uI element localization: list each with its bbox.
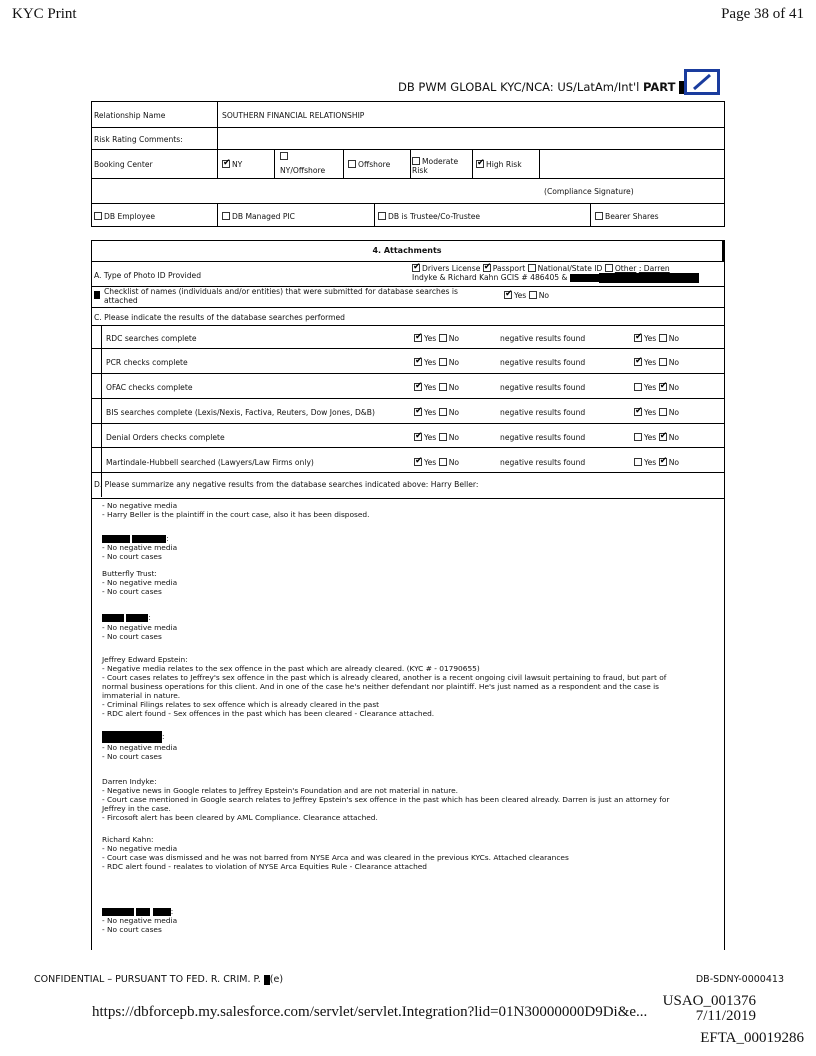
check-ofac-done[interactable]: ✔ Yes No [414, 383, 459, 392]
note-line: - No negative media [102, 578, 178, 587]
check-martindale-done[interactable]: ✔ Yes No [414, 458, 459, 467]
checkbox-icon[interactable] [280, 152, 288, 160]
redacted-name: : [102, 535, 169, 544]
note-line: - No negative media [102, 543, 178, 552]
checkbox-icon[interactable] [659, 334, 667, 342]
bates-number: DB-SDNY-0000413 [695, 974, 784, 985]
note-line: Jeffrey in the case. [102, 804, 171, 813]
check-rdc-done[interactable]: ✔ Yes No [414, 334, 459, 343]
neg-label: negative results found [500, 458, 586, 467]
checkbox-icon[interactable] [414, 458, 422, 466]
confidential-notice: CONFIDENTIAL – PURSUANT TO FED. R. CRIM. P. (e) [34, 974, 284, 985]
print-header-title: KYC Print [12, 6, 77, 22]
checkbox-icon[interactable] [414, 383, 422, 391]
note-line: - Criminal Filings relates to sex offence which is already cleared in the past [102, 700, 380, 709]
check-bis-done[interactable]: ✔ Yes No [414, 408, 459, 417]
check-label-ofac: OFAC checks complete [106, 383, 193, 392]
checkbox-icon[interactable] [94, 212, 102, 220]
checkbox-icon[interactable] [659, 408, 667, 416]
note-line: - Harry Beller is the plaintiff in the court case, also it has been disposed. [102, 510, 370, 519]
checkbox-icon[interactable] [348, 160, 356, 168]
redacted-name: : [102, 908, 173, 917]
note-line: Butterfly Trust: [102, 569, 157, 578]
checklist-label: Checklist of names (individuals and/or entities) that were submitted for database searches is attached [104, 287, 458, 305]
note-line: - Negative news in Google relates to Jeffrey Epstein's Foundation and are not material in nature. [102, 786, 458, 795]
note-line: - No negative media [102, 743, 178, 752]
note-line: - No court cases [102, 925, 162, 934]
negative-summary-intro: D. Please summarize any negative results from the database searches indicated above: Harry Beller: [94, 480, 479, 489]
note-line: - No court cases [102, 632, 162, 641]
redacted-name: : [102, 614, 151, 623]
checkbox-icon[interactable] [439, 408, 447, 416]
note-line: Darren Indyke: [102, 777, 157, 786]
deutsche-bank-logo [684, 69, 720, 95]
relationship-table [91, 101, 725, 227]
note-line: - No court cases [102, 552, 162, 561]
neg-label: negative results found [500, 433, 586, 442]
photo-id-label: A. Type of Photo ID Provided [94, 271, 202, 280]
checkbox-icon[interactable] [528, 264, 536, 272]
neg-label: negative results found [500, 358, 586, 367]
check-denial-done[interactable]: ✔ Yes No [414, 433, 459, 442]
checkbox-icon[interactable] [634, 383, 642, 391]
checkbox-icon[interactable] [439, 433, 447, 441]
db-search-results-label: C. Please indicate the results of the database searches performed [94, 313, 345, 322]
checkbox-icon[interactable] [222, 212, 230, 220]
booking-ny-offshore[interactable]: NY/Offshore [280, 152, 325, 170]
checkbox-icon[interactable] [659, 358, 667, 366]
flag-bearer-shares[interactable]: Bearer Shares [595, 212, 659, 221]
check-bis-neg[interactable]: ✔ Yes No [634, 408, 679, 417]
checkbox-icon[interactable] [634, 334, 642, 342]
note-line: Jeffrey Edward Epstein: [102, 655, 188, 664]
photo-id-options: ✔Drivers License ✔ Passport National/State ID Other : Darren Indyke & Richard Kahn GCIS # 486405 & [412, 264, 732, 283]
checkbox-icon[interactable] [378, 212, 386, 220]
check-label-bis: BIS searches complete (Lexis/Nexis, Factiva, Reuters, Dow Jones, D&B) [106, 408, 375, 417]
checkbox-icon[interactable] [476, 160, 484, 168]
check-martindale-neg[interactable]: Yes ✔ No [634, 458, 679, 467]
checkbox-icon[interactable] [605, 264, 613, 272]
checkbox-icon[interactable] [634, 358, 642, 366]
relationship-name-label: Relationship Name [94, 111, 166, 120]
note-line: - Court case was dismissed and he was not barred from NYSE Arca and was cleared in the previous KYCs. Attached clearances [102, 853, 569, 862]
checkbox-icon[interactable] [222, 160, 230, 168]
checkbox-icon[interactable] [659, 458, 667, 466]
note-line: - No court cases [102, 752, 162, 761]
checkbox-icon[interactable] [439, 383, 447, 391]
redacted-letter-b [94, 291, 100, 299]
checkbox-icon[interactable] [412, 157, 420, 165]
checkbox-icon[interactable] [659, 383, 667, 391]
check-pcr-done[interactable]: ✔ Yes No [414, 358, 459, 367]
neg-label: negative results found [500, 408, 586, 417]
checkbox-icon[interactable] [414, 408, 422, 416]
compliance-signature: (Compliance Signature) [544, 187, 634, 196]
checkbox-icon[interactable] [414, 358, 422, 366]
neg-label: negative results found [500, 334, 586, 343]
note-line: - No negative media [102, 916, 178, 925]
booking-ny[interactable]: ✔ NY [222, 160, 242, 169]
note-line: - Negative media relates to the sex offence in the past which are already cleared. (KYC # - 01790655) [102, 664, 480, 673]
check-denial-neg[interactable]: Yes ✔ No [634, 433, 679, 442]
relationship-name-value: SOUTHERN FINANCIAL RELATIONSHIP [222, 111, 365, 120]
check-label-denial: Denial Orders checks complete [106, 433, 225, 442]
check-label-rdc: RDC searches complete [106, 334, 197, 343]
form-title: DB PWM GLOBAL KYC/NCA: US/LatAm/Int'l PART [398, 80, 687, 94]
print-date: 7/11/2019 [695, 1008, 756, 1024]
checkbox-icon[interactable] [414, 433, 422, 441]
checkbox-icon[interactable] [529, 291, 537, 299]
check-pcr-neg[interactable]: ✔ Yes No [634, 358, 679, 367]
page-number: Page 38 of 41 [721, 6, 804, 22]
checkbox-icon[interactable] [634, 458, 642, 466]
checkbox-icon[interactable] [504, 291, 512, 299]
flag-db-employee[interactable]: DB Employee [94, 212, 155, 221]
checkbox-icon[interactable] [634, 433, 642, 441]
note-line: - No negative media [102, 623, 178, 632]
note-line: - No negative media [102, 844, 178, 853]
efta-number: EFTA_00019286 [700, 1030, 804, 1046]
note-line: - No court cases [102, 587, 162, 596]
flag-db-trustee[interactable]: DB is Trustee/Co-Trustee [378, 212, 480, 221]
note-line: Richard Kahn: [102, 835, 154, 844]
checkbox-icon[interactable] [634, 408, 642, 416]
note-line: normal business operations for this client. And in one of the case he's neither defendant nor plaintiff. He's just named as a respondent and the case is [102, 682, 660, 691]
check-rdc-neg[interactable]: ✔ Yes No [634, 334, 679, 343]
checklist-yes-no[interactable]: ✔Yes No [504, 291, 549, 300]
note-line: - RDC alert found - realates to violation of NYSE Arca Equities Rule - Clearance attached [102, 862, 427, 871]
checkbox-icon[interactable] [439, 334, 447, 342]
checkbox-icon[interactable] [412, 264, 420, 272]
neg-label: negative results found [500, 383, 586, 392]
negative-results-notes [91, 498, 725, 950]
checkbox-icon[interactable] [595, 212, 603, 220]
note-line: - Court cases relates to Jeffrey's sex offence in the past which is already cleared, another is a recent ongoing civil lawsuit pertaining to fraud, but part of [102, 673, 667, 682]
note-line: - Fircosoft alert has been cleared by AML Compliance. Clearance attached. [102, 813, 378, 822]
print-url[interactable]: https://dbforcepb.my.salesforce.com/servlet/servlet.Integration?lid=01N30000000D9Di&e... [92, 1004, 648, 1020]
booking-offshore[interactable]: Offshore [348, 160, 390, 169]
usao-number: USAO_001376 [662, 993, 756, 1009]
attachments-table [91, 262, 725, 499]
risk-rating-label: Risk Rating Comments: [94, 135, 183, 144]
flag-db-managed-pic[interactable]: DB Managed PIC [222, 212, 295, 221]
booking-moderate-risk[interactable]: Moderate Risk [412, 157, 459, 175]
note-line: - Court case mentioned in Google search relates to Jeffrey Epstein's sex offence in the past which has been cleared already. Darren is just an attorney for [102, 795, 670, 804]
check-label-martindale: Martindale-Hubbell searched (Lawyers/Law Firms only) [106, 458, 314, 467]
checkbox-icon[interactable] [439, 458, 447, 466]
redacted-name: : [102, 731, 165, 743]
check-label-pcr: PCR checks complete [106, 358, 188, 367]
checkbox-icon[interactable] [439, 358, 447, 366]
check-ofac-neg[interactable]: Yes ✔ No [634, 383, 679, 392]
note-line: - No negative media [102, 501, 178, 510]
note-line: - RDC alert found - Sex offences in the past which has been cleared - Clearance attached. [102, 709, 435, 718]
checkbox-icon[interactable] [659, 433, 667, 441]
checkbox-icon[interactable] [414, 334, 422, 342]
booking-center-label: Booking Center [94, 160, 153, 169]
attachments-title: 4. Attachments [91, 240, 725, 262]
checkbox-icon[interactable] [483, 264, 491, 272]
note-line: immaterial in nature. [102, 691, 181, 700]
booking-high-risk[interactable]: ✔High Risk [476, 160, 522, 169]
